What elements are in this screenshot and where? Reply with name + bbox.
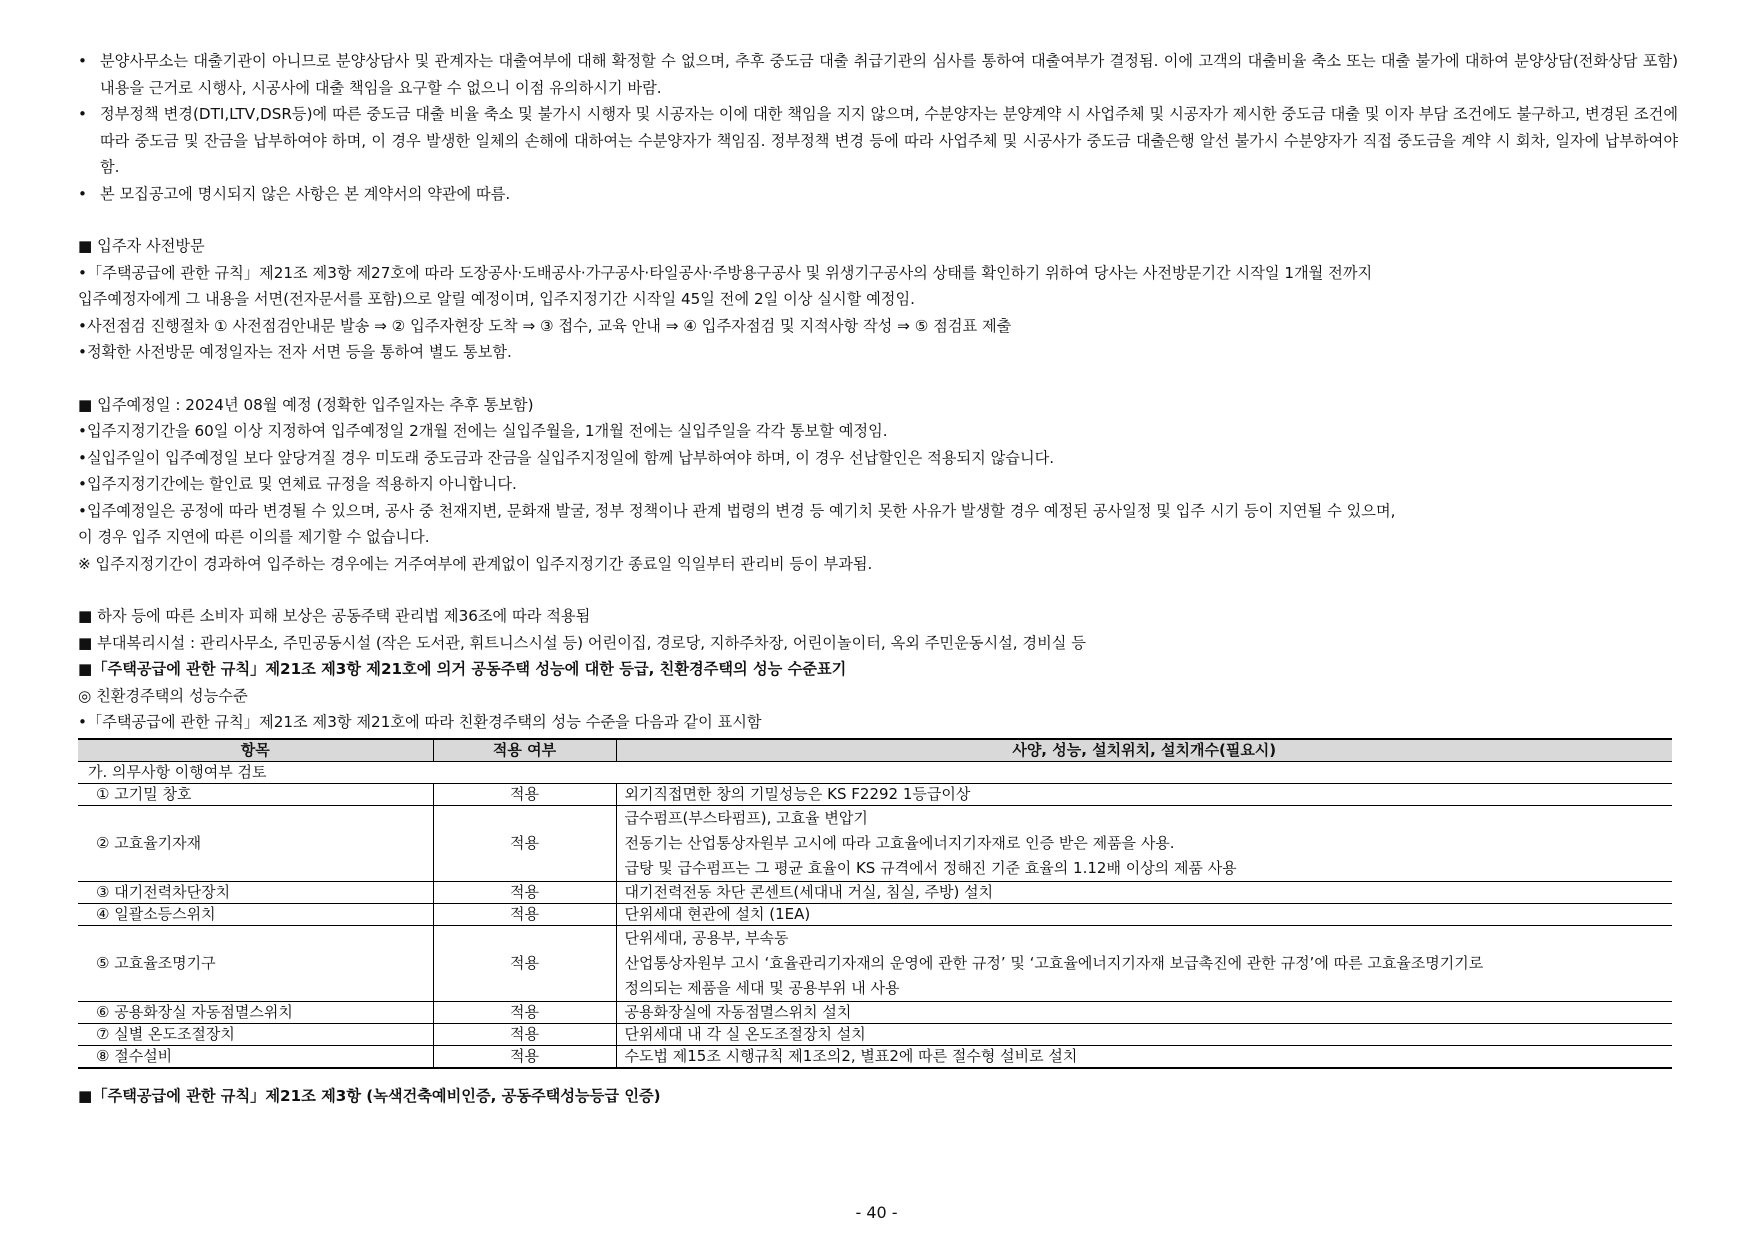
- movein-line: •실입주일이 입주예정일 보다 앞당겨질 경우 미도래 중도금과 잔금을 실입주지정일에 함께 납부하여야 하며, 이 경우 선납할인은 적용되지 않습니다.: [78, 448, 1055, 467]
- facilities-heading: ■ 부대복리시설 : 관리사무소, 주민공동시설 (작은 도서관, 휘트니스시설 등) 어린이집, 경로당, 지하주차장, 어린이놀이터, 옥외 주민운동시설, 경비실 등: [78, 633, 1086, 652]
- table-section-row: [78, 761, 1672, 783]
- spacer: [78, 577, 1678, 603]
- row-item: ② 고효율기자재: [78, 805, 433, 881]
- header-apply: 적용 여부: [433, 739, 616, 762]
- bullet-item: [78, 48, 1678, 101]
- movein-note: ※ 입주지정기간이 경과하여 입주하는 경우에는 거주여부에 관계없이 입주지정기간 종료일 익일부터 관리비 등이 부과됨.: [78, 554, 873, 573]
- row-spec: [616, 925, 1672, 1001]
- row-item: ③ 대기전력차단장치: [78, 881, 433, 903]
- row-spec: [616, 805, 1672, 881]
- bullet-text: 정부정책 변경(DTI,LTV,DSR등)에 따른 중도금 대출 비율 축소 및 불가시 시행자 및 시공자는 이에 대한 책임을 지지 않으며, 수분양자는 분양계약 시 사업주체 및 시공자가 제시한 중도금 대출 및 이자 부담 조건에도 불구하고, 변경된 조건에 따라 중도금 및 잔금을 납부하여야 하며, 이 경우 발생한 일체의 손해에 대하여는 수분양자가 책임짐. 정부정책 변경 등에 따라 사업주체 및 시공사가 중도금 대출은행 알선 불가시 수분양자가 직접 중도금을 계약 시 회차, 일자에 납부하여야 함.: [100, 105, 1678, 176]
- row-item: ④ 일괄소등스위치: [78, 903, 433, 925]
- row-apply: 적용: [433, 903, 616, 925]
- spec-line: 산업통상자원부 고시 ‘효율관리기자재의 운영에 관한 규정’ 및 ‘고효율에너지기자재 보급촉진에 관한 규정’에 따른 고효율조명기기로: [624, 953, 1484, 972]
- bullet-item: [78, 101, 1678, 181]
- row-spec: 대기전력전동 차단 콘센트(세대내 거실, 침실, 주방) 설치: [616, 881, 1672, 903]
- row-apply: 적용: [433, 1023, 616, 1045]
- spec-line: 전동기는 산업통상자원부 고시에 따라 고효율에너지기자재로 인증 받은 제품을 사용.: [624, 833, 1175, 852]
- bullet-dot: •: [78, 52, 87, 70]
- row-spec: 수도법 제15조 시행규칙 제1조의2, 별표2에 따른 절수형 설비로 설치: [616, 1045, 1672, 1068]
- table-row: [78, 1023, 1672, 1045]
- row-apply: 적용: [433, 805, 616, 881]
- row-item: ① 고기밀 창호: [78, 783, 433, 805]
- table-row: [78, 925, 1672, 1001]
- visit-line: •「주택공급에 관한 규칙」제21조 제3항 제27호에 따라 도장공사·도배공사·가구공사·타일공사·주방용구공사 및 위생기구공사의 상태를 확인하기 위하여 당사는 사전방문기간 시작일 1개월 전까지: [78, 263, 1373, 282]
- spec-line: 정의되는 제품을 세대 및 공용부위 내 사용: [624, 978, 900, 997]
- spec-line: 급수펌프(부스타펌프), 고효율 변압기: [624, 808, 868, 827]
- table-row: [78, 1045, 1672, 1068]
- row-spec: 단위세대 내 각 실 온도조절장치 설치: [616, 1023, 1672, 1045]
- bullet-item: [78, 181, 1678, 208]
- movein-line: •입주예정일은 공정에 따라 변경될 수 있으며, 공사 중 천재지변, 문화재 발굴, 정부 정책이나 관계 법령의 변경 등 예기치 못한 사유가 발생할 경우 예정된 공사일정 및 입주 시기 등이 지연될 수 있으며,: [78, 501, 1396, 520]
- row-item: ⑥ 공용화장실 자동점멸스위치: [78, 1001, 433, 1023]
- table-row: [78, 805, 1672, 881]
- spacer: [78, 1069, 1678, 1083]
- row-spec: 공용화장실에 자동점멸스위치 설치: [616, 1001, 1672, 1023]
- header-spec: 사양, 성능, 설치위치, 설치개수(필요시): [616, 739, 1672, 762]
- eco-intro: •「주택공급에 관한 규칙」제21조 제3항 제21호에 따라 친환경주택의 성능 수준을 다음과 같이 표시함: [78, 713, 762, 731]
- row-item: ⑦ 실별 온도조절장치: [78, 1023, 433, 1045]
- spacer: [78, 207, 1678, 233]
- row-item: ⑧ 절수설비: [78, 1045, 433, 1068]
- table-row: [78, 881, 1672, 903]
- table-header-row: [78, 739, 1672, 762]
- header-item: 항목: [78, 739, 433, 762]
- last-heading: ■「주택공급에 관한 규칙」제21조 제3항 (녹색건축예비인증, 공동주택성능등급 인증): [78, 1086, 661, 1105]
- row-spec: 외기직접면한 창의 기밀성능은 KS F2292 1등급이상: [616, 783, 1672, 805]
- page-number: - 40 -: [855, 1203, 898, 1222]
- bullet-dot: •: [78, 184, 87, 203]
- movein-line: 이 경우 입주 지연에 따른 이의를 제기할 수 없습니다.: [78, 528, 430, 546]
- visit-line: 입주예정자에게 그 내용을 서면(전자문서를 포함)으로 알릴 예정이며, 입주지정기간 시작일 45일 전에 2일 이상 실시할 예정임.: [78, 290, 915, 308]
- row-spec: 단위세대 현관에 설치 (1EA): [616, 903, 1672, 925]
- bullet-text: 본 모집공고에 명시되지 않은 사항은 본 계약서의 약관에 따름.: [100, 184, 511, 203]
- section-label: 가. 의무사항 이행여부 검토: [78, 761, 1672, 783]
- visit-heading: ■ 입주자 사전방문: [78, 237, 205, 255]
- performance-heading: ■「주택공급에 관한 규칙」제21조 제3항 제21호에 의거 공동주택 성능에 대한 등급, 친환경주택의 성능 수준표기: [78, 660, 847, 678]
- row-apply: 적용: [433, 881, 616, 903]
- movein-line: •입주지정기간에는 할인료 및 연체료 규정을 적용하지 아니합니다.: [78, 475, 517, 493]
- spacer: [78, 366, 1678, 392]
- table-row: [78, 1001, 1672, 1023]
- table-row: [78, 783, 1672, 805]
- row-apply: 적용: [433, 925, 616, 1001]
- bullet-text: 분양사무소는 대출기관이 아니므로 분양상담사 및 관계자는 대출여부에 대해 확정할 수 없으며, 추후 중도금 대출 취급기관의 심사를 통하여 대출여부가 결정됨. 이에 고객의 대출비율 축소 또는 대출 불가에 대하여 분양상담(전화상담 포함) 내용을 근거로 시행사, 시공사에 대출 책임을 요구할 수 없으니 이점 유의하시기 바람.: [100, 52, 1678, 97]
- spec-line: 단위세대, 공용부, 부속동: [624, 928, 789, 947]
- visit-line: •정확한 사전방문 예정일자는 전자 서면 등을 통하여 별도 통보함.: [78, 343, 512, 361]
- row-apply: 적용: [433, 783, 616, 805]
- row-apply: 적용: [433, 1045, 616, 1068]
- row-apply: 적용: [433, 1001, 616, 1023]
- spec-line: 급탕 및 급수펌프는 그 평균 효율이 KS 규격에서 정해진 기준 효율의 1.12배 이상의 제품 사용: [624, 858, 1237, 877]
- row-item: ⑤ 고효율조명기구: [78, 925, 433, 1001]
- table-row: [78, 903, 1672, 925]
- bullet-dot: •: [78, 105, 87, 123]
- visit-line: •사전점검 진행절차 ① 사전점검안내문 발송 ⇒ ② 입주자현장 도착 ⇒ ③ 접수, 교육 안내 ⇒ ④ 입주자점검 및 지적사항 작성 ⇒ ⑤ 점검표 제출: [78, 316, 1012, 335]
- eco-title: ◎ 친환경주택의 성능수준: [78, 686, 248, 705]
- movein-line: •입주지정기간을 60일 이상 지정하여 입주예정일 2개월 전에는 실입주월을, 1개월 전에는 실입주일을 각각 통보할 예정임.: [78, 422, 888, 440]
- document-page: [78, 48, 1678, 1109]
- eco-performance-table: [78, 738, 1672, 1069]
- movein-heading: ■ 입주예정일 : 2024년 08월 예정 (정확한 입주일자는 추후 통보함): [78, 395, 534, 414]
- defect-heading: ■ 하자 등에 따른 소비자 피해 보상은 공동주택 관리법 제36조에 따라 적용됨: [78, 607, 591, 625]
